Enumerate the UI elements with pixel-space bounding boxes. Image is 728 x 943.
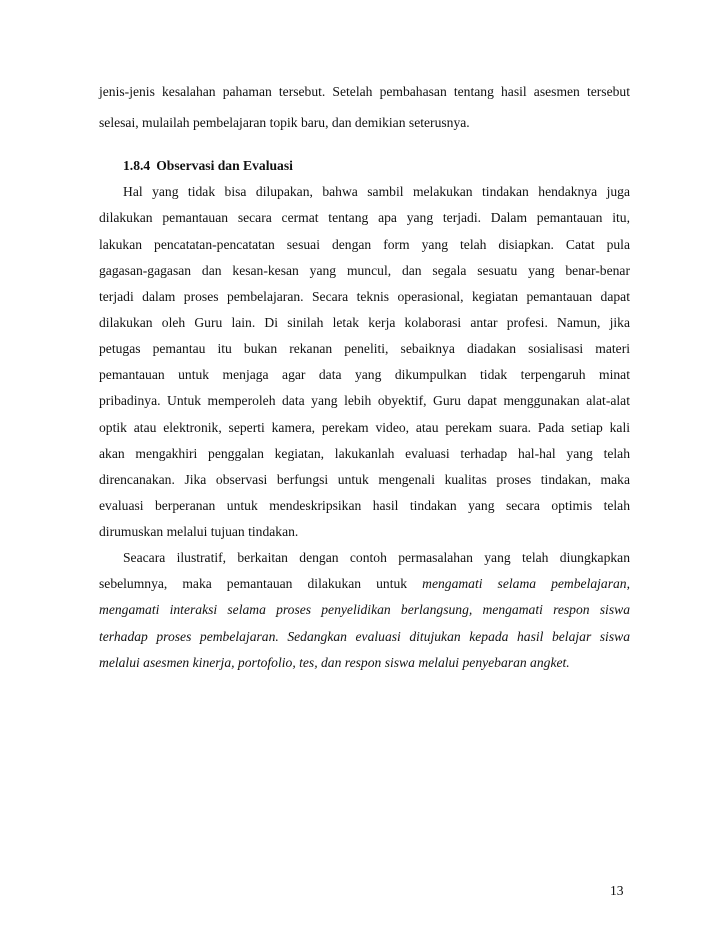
italic-text-line: terhadap proses pembelajaran. Sedangkan evaluasi ditujukan kepada hasil belajar siswa (99, 629, 630, 644)
section-number: 1.8.4 (123, 158, 151, 173)
text-line: dirumuskan melalui tujuan tindakan. (99, 524, 299, 539)
text-line: terjadi dalam proses pembelajaran. Secara teknis operasional, kegiatan pemantauan dapat (99, 289, 630, 304)
text-line: pemantauan untuk menjaga agar data yang dikumpulkan tidak terpengaruh minat (99, 367, 630, 382)
text-line: gagasan-gagasan dan kesan-kesan yang muncul, dan segala sesuatu yang benar-benar (99, 263, 630, 278)
italic-text-segment: mengamati selama pembelajaran (422, 576, 627, 591)
text-line: Seacara ilustratif, berkaitan dengan contoh permasalahan yang telah diungkapkan (123, 550, 630, 565)
text-line: evaluasi berperanan untuk mendeskripsikan hasil tindakan yang secara optimis telah (99, 498, 630, 513)
text-line: direncanakan. Jika observasi berfungsi untuk mengenali kualitas proses tindakan, maka (99, 472, 630, 487)
text-line-mixed (99, 575, 630, 593)
text-segment: , (626, 576, 631, 591)
text-line: jenis-jenis kesalahan pahaman tersebut. Setelah pembahasan tentang hasil asesmen tersebut (99, 84, 630, 99)
italic-text-line: melalui asesmen kinerja, portofolio, tes, dan respon siswa melalui penyebaran angket. (99, 655, 570, 670)
text-line: selesai, mulailah pembelajaran topik baru, dan demikian seterusnya. (99, 115, 470, 130)
page-number: 13 (610, 883, 624, 898)
text-line: Hal yang tidak bisa dilupakan, bahwa sambil melakukan tindakan hendaknya juga (123, 184, 630, 199)
text-line: akan mengakhiri penggalan kegiatan, lakukanlah evaluasi terhadap hal-hal yang telah (99, 446, 630, 461)
text-line: dilakukan oleh Guru lain. Di sinilah letak kerja kolaborasi antar profesi. Namun, jika (99, 315, 630, 330)
text-line: dilakukan pemantauan secara cermat tentang apa yang terjadi. Dalam pemantauan itu, (99, 210, 630, 225)
section-heading (123, 157, 299, 175)
text-line: pribadinya. Untuk memperoleh data yang lebih obyektif, Guru dapat menggunakan alat-alat (99, 393, 630, 408)
section-title: Observasi dan Evaluasi (156, 158, 293, 173)
text-line: petugas pemantau itu bukan rekanan peneliti, sebaiknya diadakan sosialisasi materi (99, 341, 630, 356)
text-line: lakukan pencatatan-pencatatan sesuai dengan form yang telah disiapkan. Catat pula (99, 237, 630, 252)
text-segment: sebelumnya, maka pemantauan dilakukan untuk (99, 576, 423, 591)
italic-text-line: mengamati interaksi selama proses penyelidikan berlangsung, mengamati respon siswa (99, 602, 630, 617)
text-line: optik atau elektronik, seperti kamera, perekam video, atau perekam suara. Pada setiap kali (99, 420, 630, 435)
